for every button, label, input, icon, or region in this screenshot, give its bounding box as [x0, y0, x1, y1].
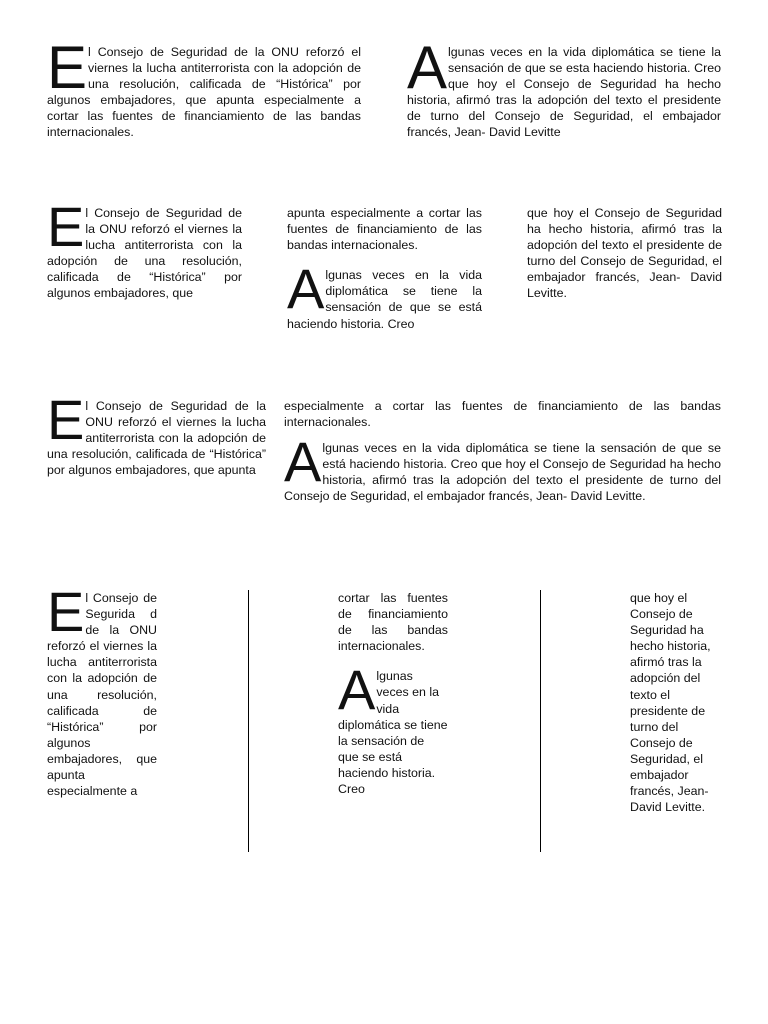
s3-column-1	[47, 388, 266, 478]
paragraph: l Consejo de Seguridad de la ONU reforzó el viernes la lucha antiterrorista con la adopción de una resolución, calificada de “Histórica” por algunos embajadores, que apunta especialmente a cortar las fuentes de financiamiento de las bandas internacionales.	[47, 45, 361, 140]
s4-column-3	[630, 590, 722, 815]
paragraph: que hoy el Consejo de Seguridad ha hecho historia, afirmó tras la adopción del texto el presidente de turno del Consejo de Seguridad, el embajador francés, Jean- David Levitte.	[630, 591, 711, 815]
drop-cap: A	[287, 257, 325, 321]
paragraph: l Consejo de Seguridad de la ONU reforzó el viernes la lucha antiterrorista con la adopción de una resolución, calificada de “Histórica” por algunos embajadores, que apunta	[47, 399, 266, 478]
paragraph: apunta especialmente a cortar las fuentes de financiamiento de las bandas internacionales.	[287, 206, 482, 253]
column-divider	[540, 590, 541, 852]
s2-column-2	[287, 205, 482, 332]
drop-cap: A	[284, 430, 322, 494]
s2-column-1	[47, 195, 242, 302]
paragraph: lgunas veces en la vida diplomática se tiene la sensación de que se está haciendo historia. Creo	[287, 268, 482, 331]
drop-cap: E	[47, 388, 85, 451]
paragraph: l Consejo de Segurida d de la ONU reforzó el viernes la lucha antiterrorista con la adopción de una resolución, calificada de “Histórica” por algunos embajadores, que apunta especialmente a	[47, 591, 157, 799]
paragraph: que hoy el Consejo de Seguridad ha hecho historia, afirmó tras la adopción del texto el presidente de turno del Consejo de Seguridad, el embajador francés, Jean- David Levitte.	[527, 206, 722, 301]
paragraph: l Consejo de Seguridad de la ONU reforzó el viernes la lucha antiterrorista con la adopción de una resolución, calificada de “Histórica” por algunos embajadores, que	[47, 206, 242, 301]
paragraph: cortar las fuentes de financiamiento de las bandas internacionales.	[338, 591, 448, 654]
paragraph: lgunas veces en la vida diplomática se tiene la sensación de que se esta haciendo historia. Creo que hoy el Consejo de Seguridad ha hecho historia, afirmó tras la adopción del texto el presidente de turno del Consejo de Seguridad, el embajador francés, Jean- David Levitte	[407, 45, 721, 140]
s1-column-1	[47, 34, 361, 141]
drop-cap: E	[47, 195, 85, 258]
drop-cap: E	[47, 580, 85, 643]
paragraph: especialmente a cortar las fuentes de financiamiento de las bandas internacionales.	[284, 399, 721, 430]
s2-column-3	[527, 205, 722, 302]
drop-cap: A	[338, 658, 376, 722]
paragraph: lgunas veces en la vida diplomática se tiene la sensación de que se está haciendo historia. Creo	[338, 669, 448, 797]
s4-column-1	[47, 580, 157, 799]
drop-cap: A	[407, 34, 448, 101]
column-divider	[248, 590, 249, 852]
s1-column-2	[407, 34, 721, 141]
s3-column-2	[284, 398, 721, 505]
paragraph: lgunas veces en la vida diplomática se tiene la sensación de que se está haciendo historia. Creo que hoy el Consejo de Seguridad ha hecho historia, afirmó tras la adopción del texto el presidente de turno del Consejo de Seguridad, el embajador francés, Jean- David Levitte.	[284, 441, 721, 504]
s4-column-2	[338, 590, 448, 797]
drop-cap: E	[47, 34, 88, 101]
